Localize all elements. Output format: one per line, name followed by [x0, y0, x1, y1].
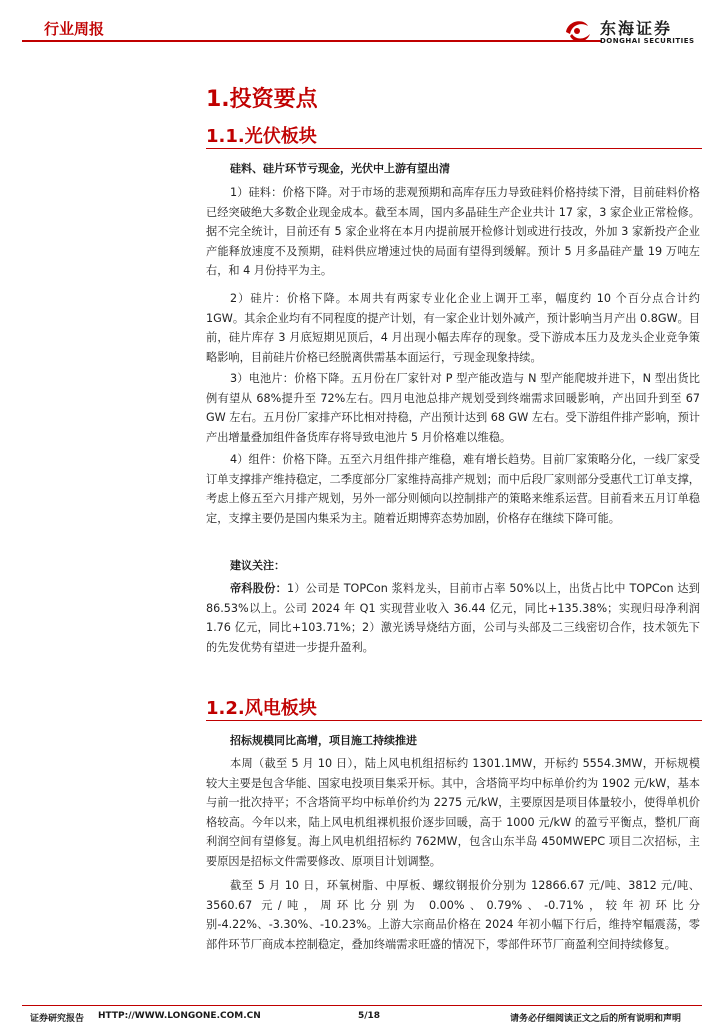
wind-subtitle: 招标规模同比高增，项目施工持续推进	[230, 734, 417, 747]
logo-chinese-name: 东海证券	[600, 19, 673, 38]
footer-report-label: 证券研究报告	[30, 1014, 85, 1024]
pv-paragraph-wafer: 2）硅片：价格下降。本周共有两家专业化企业上调开工率，幅度约 10 个百分点合计约 1GW。其余企业均有不同程度的提产计划，有一家企业计划外减产，预计影响当月产出 0.8GW。目前，硅片库存 3 月底短期见顶后，4 月出现小幅去库存的现象。受下游成本压力及龙头企业竞争策略影响，目前硅片价格已经脱离供需基本面运行，亏现金现象持续。	[206, 292, 700, 364]
pv-paragraph-silicon: 1）硅料：价格下降。对于市场的悲观预期和高库存压力导致硅料价格持续下滑，目前硅料价格已经突破绝大多数企业现金成本。截至本周，国内多晶硅生产企业共计 17 家，3 家企业正常检修。据不完全统计，目前还有 5 家企业将在本月内提前展开检修计划或进行技改，外加 3 家新投产企业产能释放速度不及预期，硅料供应增速过快的局面有望得到缓解。预计 5 月多晶硅产量 19 万吨左右，和 4 月份持平为主。	[206, 186, 700, 277]
wind-paragraph-tender: 本周（截至 5 月 10 日），陆上风电机组招标约 1301.1MW，开标约 5554.3MW，开标规模较大主要是包含华能、国家电投项目集采开标。其中，含塔筒平均中标单价约为 1902 元/kW，基本与前一批次持平；不含塔筒平均中标单价约为 2275 元/kW，主要原因是项目体量较小，使得单机价格较高。今年以来，陆上风电机组裸机报价逐步回暖，高于 1000 元/kW 的盈亏平衡点，整机厂商利润空间有望修复。海上风电机组招标约 762MW，包含山东半岛 450MWEPC 项目二次招标，主要原因是招标文件需要修改、原项目计划调整。	[206, 757, 700, 868]
pv-paragraph-cell: 3）电池片：价格下降。五月份在厂家针对 P 型产能改造与 N 型产能爬坡并进下，N 型出货比例有望从 68%提升至 72%左右。四月电池总排产规划受到终端需求回暖影响，产出回升到至 67 GW 左右。五月份厂家排产环比相对持稳，产出预计达到 68 GW 左右。受下游组件排产影响，预计产出增量叠加组件备货库存将导致电池片 5 月价格难以维稳。	[206, 372, 700, 444]
footer-disclaimer: 请务必仔细阅读正文之后的所有说明和声明	[510, 1014, 682, 1024]
pv-heading-rule	[206, 148, 702, 149]
company-logo	[560, 14, 720, 50]
pv-section-heading: 1.1.光伏板块	[206, 126, 317, 147]
wind-heading-rule	[206, 720, 702, 721]
footer-divider	[22, 1005, 702, 1006]
stock-name: 帝科股份：	[230, 582, 288, 595]
section-title: 1.投资要点	[206, 87, 318, 112]
page-number: 5/18	[358, 1011, 381, 1021]
header-divider	[22, 40, 602, 42]
footer-website-link[interactable]: HTTP://WWW.LONGONE.COM.CN	[98, 1011, 261, 1021]
stock-recommendation	[206, 579, 700, 657]
report-type-label: 行业周报	[44, 20, 105, 38]
suggest-label: 建议关注：	[230, 559, 285, 572]
pv-paragraph-module: 4）组件：价格下降。五至六月组件排产维稳，难有增长趋势。目前厂家策略分化，一线厂家受订单支撑排产维持稳定，二季度部分厂家维持高排产规划；而中后段厂家则部分受惠代工订单支撑，考虑上修五至六月排产规划，另外一部分则倾向以控制排产的策略来维系运营。目前看来五月订单稳定，支撑主要仍是国内集采为主。随着近期博弈态势加剧，价格存在继续下降可能。	[206, 453, 700, 525]
wind-paragraph-materials: 截至 5 月 10 日，环氧树脂、中厚板、螺纹钢报价分别为 12866.67 元/吨、3812 元/吨、3560.67 元/吨，周环比分别为 0.00%、0.79%、-0.71%，较年初环比分别-4.22%、-3.30%、-10.23%。上游大宗商品价格在 2024 年初小幅下行后，维持窄幅震荡，零部件环节厂商成本控制稳定，叠加终端需求旺盛的情况下，零部件环节厂商盈利空间持续修复。	[206, 879, 700, 951]
wind-section-heading: 1.2.风电板块	[206, 698, 317, 719]
pv-subtitle: 硅料、硅片环节亏现金，光伏中上游有望出清	[230, 162, 450, 175]
logo-english-name: DONGHAI SECURITIES	[600, 37, 695, 45]
logo-mark-icon	[560, 14, 594, 48]
stock-detail: 1）公司是 TOPCon 浆料龙头，目前市占率 50%以上，出货占比中 TOPCon 达到 86.53%以上。公司 2024 年 Q1 实现营业收入 36.44 亿元，同比+135.38%；实现归母净利润 1.76 亿元，同比+103.71%；2）激光诱导烧结方面，公司与头部及二三线密切合作，技术领先下的先发优势有望进一步提升盈利。	[206, 582, 700, 654]
